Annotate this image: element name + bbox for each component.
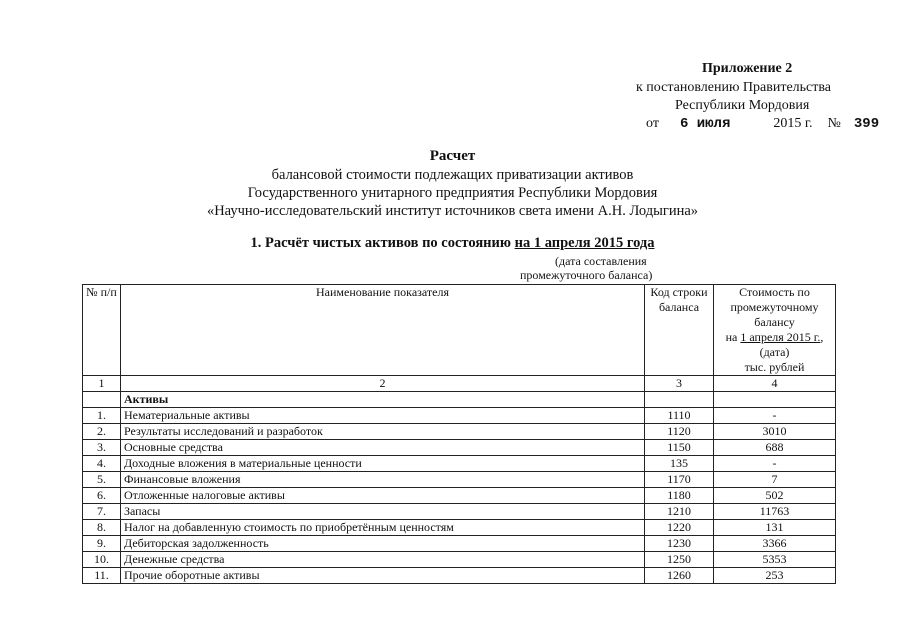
header-value-line-1: Стоимость по промежуточному балансу xyxy=(730,285,819,329)
header-value-line-2 xyxy=(717,330,832,345)
row-name: Нематериальные активы xyxy=(121,408,645,424)
row-number: 2. xyxy=(83,424,121,440)
row-number: 1. xyxy=(83,408,121,424)
group-row xyxy=(83,392,836,408)
row-code: 1250 xyxy=(645,552,714,568)
decree-number: 399 xyxy=(853,116,880,132)
row-name: Дебиторская задолженность xyxy=(121,536,645,552)
row-number: 5. xyxy=(83,472,121,488)
section-note-1: (дата составления xyxy=(555,254,647,268)
table-row xyxy=(83,408,836,424)
row-name: Денежные средства xyxy=(121,552,645,568)
row-value: - xyxy=(714,408,836,424)
annex-line-2: к постановлению Правительства xyxy=(636,80,832,95)
section-note-2: промежуточного баланса) xyxy=(520,268,653,282)
row-code: 1230 xyxy=(645,536,714,552)
row-value: 131 xyxy=(714,520,836,536)
header-value-line-3: (дата) xyxy=(759,345,790,359)
row-name: Прочие оборотные активы xyxy=(121,568,645,584)
row-name: Финансовые вложения xyxy=(121,472,645,488)
table-row xyxy=(83,568,836,584)
table-row xyxy=(83,440,836,456)
section-prefix: 1. Расчёт чистых активов по состоянию xyxy=(250,235,515,251)
row-code: 135 xyxy=(645,456,714,472)
row-code: 1180 xyxy=(645,488,714,504)
number-sign: № xyxy=(827,116,841,131)
header-code: Код строки баланса xyxy=(645,285,714,376)
row-code: 1110 xyxy=(645,408,714,424)
row-name: Налог на добавленную стоимость по приобретённым ценностям xyxy=(121,520,645,536)
row-code: 1220 xyxy=(645,520,714,536)
row-name: Результаты исследований и разработок xyxy=(121,424,645,440)
table-row xyxy=(83,504,836,520)
heading-line-2: Государственного унитарного предприятия Республики Мордовия xyxy=(247,185,658,201)
column-number: 1 xyxy=(83,376,121,392)
row-code: 1170 xyxy=(645,472,714,488)
row-value: 11763 xyxy=(714,504,836,520)
column-number: 2 xyxy=(121,376,645,392)
row-value: 3366 xyxy=(714,536,836,552)
document-title: Расчет xyxy=(429,148,476,164)
table-row xyxy=(83,472,836,488)
row-value: - xyxy=(714,456,836,472)
row-name: Доходные вложения в материальные ценности xyxy=(121,456,645,472)
row-value: 502 xyxy=(714,488,836,504)
decree-year: 2015 г. xyxy=(773,116,813,131)
header-value-suffix: , xyxy=(820,330,824,344)
date-stamp: 6 июля xyxy=(679,116,731,132)
row-value: 253 xyxy=(714,568,836,584)
row-number: 10. xyxy=(83,552,121,568)
row-code: 1150 xyxy=(645,440,714,456)
row-code: 1210 xyxy=(645,504,714,520)
row-number: 6. xyxy=(83,488,121,504)
table-row xyxy=(83,424,836,440)
column-number: 4 xyxy=(714,376,836,392)
section-date: на 1 апреля 2015 года xyxy=(514,235,655,251)
from-label: от xyxy=(646,116,659,131)
table-row xyxy=(83,488,836,504)
row-name: Основные средства xyxy=(121,440,645,456)
header-value-line-4: тыс. рублей xyxy=(744,360,805,374)
table-row xyxy=(83,536,836,552)
decree-date-row xyxy=(646,116,879,132)
row-number: 7. xyxy=(83,504,121,520)
table-header-row xyxy=(83,285,836,376)
table-row xyxy=(83,552,836,568)
row-value: 5353 xyxy=(714,552,836,568)
annex-title: Приложение 2 xyxy=(702,61,793,76)
row-code: 1120 xyxy=(645,424,714,440)
heading-line-1: балансовой стоимости подлежащих приватизации активов xyxy=(271,167,634,183)
header-name: Наименование показателя xyxy=(121,285,645,376)
row-value: 7 xyxy=(714,472,836,488)
row-number: 9. xyxy=(83,536,121,552)
header-value-date: 1 апреля 2015 г. xyxy=(740,330,821,344)
column-number-row xyxy=(83,376,836,392)
header-value xyxy=(714,285,836,376)
section-title xyxy=(0,235,905,252)
table-row xyxy=(83,456,836,472)
heading-line-3: «Научно-исследовательский институт источников света имени А.Н. Лодыгина» xyxy=(206,203,699,219)
row-number: 4. xyxy=(83,456,121,472)
assets-table xyxy=(82,284,836,584)
row-number: 11. xyxy=(83,568,121,584)
row-code: 1260 xyxy=(645,568,714,584)
row-value: 3010 xyxy=(714,424,836,440)
table-row xyxy=(83,520,836,536)
row-name: Запасы xyxy=(121,504,645,520)
annex-line-3: Республики Мордовия xyxy=(675,98,810,113)
column-number: 3 xyxy=(645,376,714,392)
row-number: 3. xyxy=(83,440,121,456)
row-number: 8. xyxy=(83,520,121,536)
row-value: 688 xyxy=(714,440,836,456)
group-label: Активы xyxy=(121,392,645,408)
header-value-prefix: на xyxy=(725,330,741,344)
header-num: № п/п xyxy=(83,285,121,376)
row-name: Отложенные налоговые активы xyxy=(121,488,645,504)
